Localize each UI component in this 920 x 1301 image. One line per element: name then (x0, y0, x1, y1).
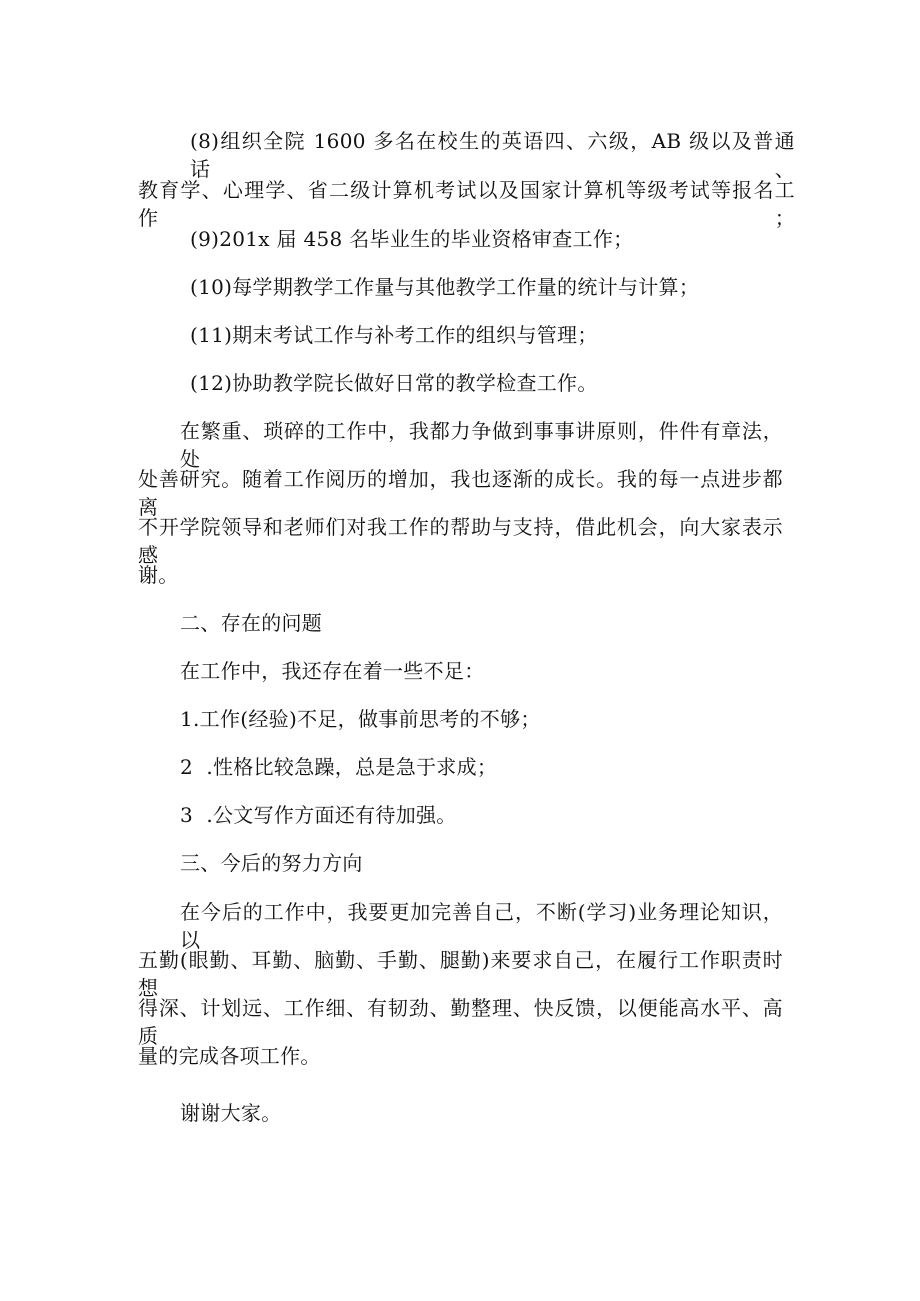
item-9: (9)201x 届 458 名毕业生的毕业资格审查工作； (190, 227, 634, 251)
paragraph-future-line-4: 量的完成各项工作。 (138, 1044, 321, 1068)
paragraph-future-line-1: 在今后的工作中，我要更加完善自己，不断(学习)业务理论知识，以 (180, 900, 783, 952)
paragraph-future-line-3: 得深、计划远、工作细、有韧劲、勤整理、快反馈，以便能高水平、高质 (138, 996, 783, 1048)
paragraph-work-line-1: 在繁重、琐碎的工作中，我都力争做到事事讲原则，件件有章法，处 (180, 419, 783, 471)
closing-thanks: 谢谢大家。 (180, 1101, 282, 1125)
problems-intro: 在工作中，我还存在着一些不足： (180, 659, 485, 683)
problem-item-2: 2 .性格比较急躁，总是急于求成； (180, 755, 498, 779)
paragraph-future-line-2: 五勤(眼勤、耳勤、脑勤、手勤、腿勤)来要求自己，在履行工作职责时想 (138, 948, 783, 1000)
section-heading-direction: 三、今后的努力方向 (180, 851, 363, 875)
section-heading-problems: 二、存在的问题 (180, 611, 323, 635)
paragraph-work-line-3: 不开学院领导和老师们对我工作的帮助与支持，借此机会，向大家表示感 (138, 515, 783, 567)
paragraph-work-line-4: 谢。 (138, 563, 179, 587)
problem-item-3: 3 .公文写作方面还有待加强。 (180, 803, 457, 827)
item-10: (10)每学期教学工作量与其他教学工作量的统计与计算； (190, 275, 700, 299)
item-11: (11)期末考试工作与补考工作的组织与管理； (190, 323, 598, 347)
item-8-line-2: 教育学、心理学、省二级计算机考试以及国家计算机等级考试等报名工作； (138, 178, 795, 230)
paragraph-work-line-2: 处善研究。随着工作阅历的增加，我也逐渐的成长。我的每一点进步都离 (138, 467, 783, 519)
item-12: (12)协助教学院长做好日常的教学检查工作。 (190, 371, 598, 395)
problem-item-1: 1.工作(经验)不足，做事前思考的不够； (180, 707, 541, 731)
item-8-line-1: (8)组织全院 1600 多名在校生的英语四、六级，AB 级以及普通话、 (190, 129, 795, 181)
